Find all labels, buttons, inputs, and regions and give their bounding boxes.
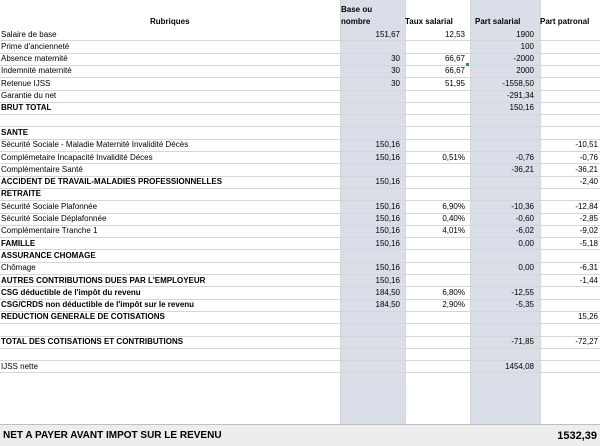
row-base: 30 <box>391 54 400 64</box>
row-base: 30 <box>391 78 400 88</box>
row-part-patronal: -36,21 <box>575 164 598 174</box>
row-part-patronal: -12,84 <box>575 201 598 211</box>
row-label: Prime d'ancienneté <box>1 41 70 51</box>
row-label: Absence maternité <box>1 54 68 64</box>
table-row <box>0 152 600 164</box>
table-row <box>0 53 600 65</box>
row-base: 150,16 <box>375 263 400 273</box>
table-row <box>0 164 600 176</box>
table-row <box>0 29 600 41</box>
row-part-patronal: -9,02 <box>579 226 598 236</box>
row-label: Indemnité maternité <box>1 66 72 76</box>
header-part-patronal: Part patronal <box>540 17 590 26</box>
row-part-salarial: -71,85 <box>511 337 534 346</box>
row-taux: 0,51% <box>442 152 465 162</box>
row-taux: 66,67 <box>444 54 465 64</box>
row-label: BRUT TOTAL <box>1 103 52 113</box>
row-part-salarial: 150,16 <box>509 103 534 113</box>
row-label: REDUCTION GENERALE DE COTISATIONS <box>1 312 165 322</box>
table-row <box>0 238 600 250</box>
row-base: 150,16 <box>375 275 400 285</box>
row-base: 150,16 <box>375 238 400 248</box>
row-label: ASSURANCE CHOMAGE <box>1 250 96 260</box>
row-label: Complémentaire Tranche 1 <box>1 226 98 236</box>
row-part-salarial: 2000 <box>516 66 534 76</box>
row-part-salarial: -6,02 <box>515 226 534 236</box>
table-row <box>0 262 600 274</box>
row-part-patronal: -5,18 <box>579 238 598 248</box>
row-base: 150,16 <box>375 201 400 211</box>
header-rubriques: Rubriques <box>150 17 190 26</box>
row-part-patronal: -72,27 <box>575 337 598 346</box>
row-part-salarial: -5,35 <box>515 300 534 310</box>
row-part-salarial: 0,00 <box>518 263 534 273</box>
table-row <box>0 139 600 151</box>
header-part-salarial: Part salarial <box>475 17 521 26</box>
row-label: SANTE <box>1 127 29 137</box>
net-a-payer-label: NET A PAYER AVANT IMPOT SUR LE REVENU <box>3 430 222 441</box>
row-part-salarial: -0,76 <box>515 152 534 162</box>
header-base-line1: Base ou <box>341 5 373 14</box>
row-label: TOTAL DES COTISATIONS ET CONTRIBUTIONS <box>1 337 184 346</box>
table-row <box>0 361 600 373</box>
row-part-salarial: 0,00 <box>518 238 534 248</box>
row-label: Garantie du net <box>1 91 57 100</box>
row-part-patronal: -2,40 <box>579 177 598 187</box>
row-part-salarial: 1900 <box>516 29 534 39</box>
table-row <box>0 225 600 237</box>
row-base: 184,50 <box>375 300 400 310</box>
row-part-salarial: -0,60 <box>515 214 534 223</box>
row-taux: 0,40% <box>442 214 465 223</box>
grid-line <box>0 372 600 373</box>
row-label: Complémetaire Incapacité Invalidité Déces <box>1 152 153 162</box>
row-label: Sécurité Sociale - Maladie Maternité Invalidité Décès <box>1 140 189 150</box>
row-base: 151,67 <box>375 29 400 39</box>
row-base: 150,16 <box>375 140 400 150</box>
table-row <box>0 213 600 225</box>
row-label: RETRAITE <box>1 189 41 199</box>
row-taux: 51,95 <box>444 78 465 88</box>
row-label: AUTRES CONTRIBUTIONS DUES PAR L'EMPLOYEUR <box>1 275 206 285</box>
row-part-patronal: -2,85 <box>579 214 598 223</box>
row-part-patronal: -1,44 <box>579 275 598 285</box>
table-row <box>0 127 600 139</box>
row-taux: 66,67 <box>444 66 465 76</box>
row-part-salarial: 1454,08 <box>505 361 534 371</box>
table-row <box>0 336 600 348</box>
row-base: 150,16 <box>375 177 400 187</box>
row-part-salarial: -12,55 <box>511 287 534 297</box>
row-taux: 6,80% <box>442 287 465 297</box>
table-row <box>0 65 600 77</box>
row-part-patronal: 15,26 <box>577 312 598 322</box>
row-part-salarial: -1558,50 <box>502 78 534 88</box>
header-base <box>341 4 401 28</box>
table-row <box>0 90 600 102</box>
row-label: CSG/CRDS non déductible de l'impôt sur le revenu <box>1 300 195 310</box>
row-label: Sécurité Sociale Déplafonnée <box>1 214 107 223</box>
row-base: 150,16 <box>375 226 400 236</box>
row-taux: 2,90% <box>442 300 465 310</box>
row-taux: 12,53 <box>444 29 465 39</box>
table-row <box>0 115 600 127</box>
row-part-salarial: -36,21 <box>511 164 534 174</box>
row-label: Chômage <box>1 263 36 273</box>
net-a-payer-bar <box>0 424 600 446</box>
row-part-salarial: -291,34 <box>506 91 534 100</box>
row-label: Salaire de base <box>1 29 57 39</box>
row-taux: 4,01% <box>442 226 465 236</box>
row-label: ACCIDENT DE TRAVAIL-MALADIES PROFESSIONNELLES <box>1 177 223 187</box>
row-part-salarial: -2000 <box>513 54 534 64</box>
table-row <box>0 324 600 336</box>
row-label: Complémentaire Santé <box>1 164 83 174</box>
row-part-salarial: 100 <box>520 41 534 51</box>
table-row <box>0 176 600 188</box>
table-row <box>0 287 600 299</box>
table-row <box>0 275 600 287</box>
header-taux-salarial: Taux salarial <box>405 17 453 26</box>
row-label: IJSS nette <box>1 361 38 371</box>
table-row <box>0 201 600 213</box>
table-row <box>0 348 600 360</box>
row-base: 150,16 <box>375 214 400 223</box>
row-taux: 6,90% <box>442 201 465 211</box>
row-part-patronal: -6,31 <box>579 263 598 273</box>
row-base: 30 <box>391 66 400 76</box>
table-row <box>0 78 600 90</box>
table-row <box>0 250 600 262</box>
table-row <box>0 299 600 311</box>
row-label: FAMILLE <box>1 238 36 248</box>
table-row <box>0 41 600 53</box>
table-header <box>0 0 600 28</box>
row-part-patronal: -0,76 <box>579 152 598 162</box>
table-row <box>0 102 600 114</box>
header-base-line2: nombre <box>341 17 371 26</box>
row-label: Retenue IJSS <box>1 78 51 88</box>
row-base: 184,50 <box>375 287 400 297</box>
cell-comment-marker <box>466 63 469 66</box>
table-row <box>0 311 600 323</box>
row-base: 150,16 <box>375 152 400 162</box>
row-part-salarial: -10,36 <box>511 201 534 211</box>
table-row <box>0 188 600 200</box>
row-part-patronal: -10,51 <box>575 140 598 150</box>
row-label: CSG déductible de l'impôt du revenu <box>1 287 141 297</box>
net-a-payer-value: 1532,39 <box>557 430 597 442</box>
row-label: Sécurité Sociale Plafonnée <box>1 201 98 211</box>
